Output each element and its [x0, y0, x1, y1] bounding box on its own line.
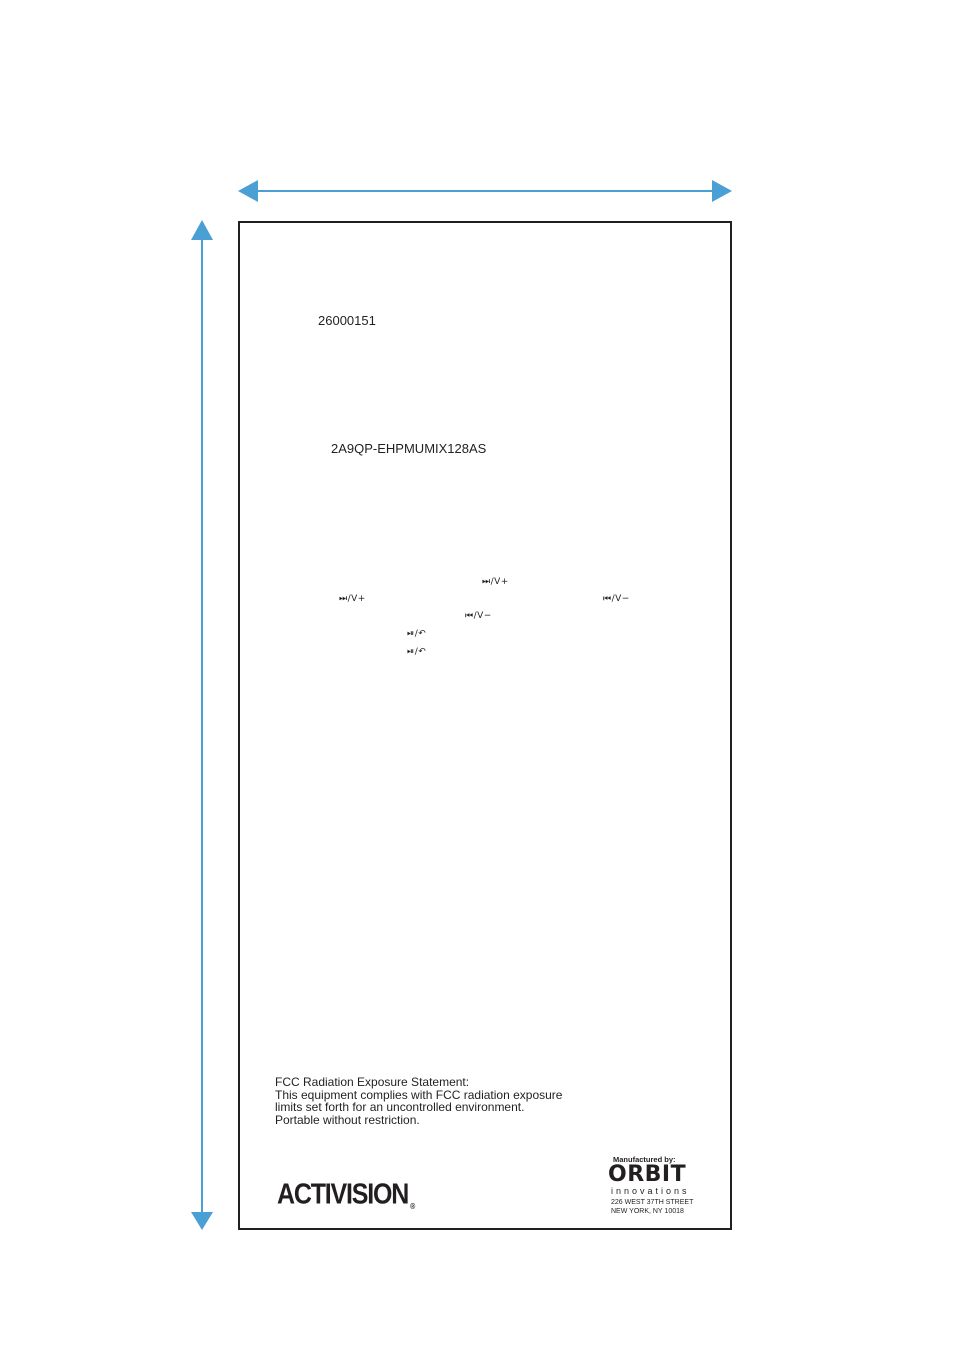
fcc-statement-line: This equipment complies with FCC radiation exposure — [275, 1087, 563, 1102]
activision-logo: ACTIVISION ® — [277, 1178, 416, 1212]
fcc-statement-line: limits set forth for an uncontrolled environment. — [275, 1100, 525, 1114]
model-number: 26000151 — [318, 313, 376, 328]
manufacturer-block — [608, 1155, 723, 1216]
next-volume-up-glyph: ⏭/V+ — [482, 577, 509, 587]
orbit-logo-subtitle: innovations — [611, 1186, 690, 1196]
prev-volume-down-glyph: ⏮/V− — [465, 611, 492, 621]
registered-mark-icon: ® — [410, 1203, 416, 1212]
fcc-statement-title: FCC Radiation Exposure Statement: — [275, 1075, 470, 1089]
product-label-panel — [238, 221, 732, 1230]
prev-volume-down-glyph: ⏮/V− — [603, 594, 630, 604]
manufacturer-address-line: NEW YORK, NY 10018 — [611, 1208, 684, 1215]
width-dimension-arrow — [238, 178, 732, 204]
manufactured-by-heading: Manufactured by: — [613, 1155, 676, 1164]
height-dimension-arrow — [188, 220, 216, 1232]
fcc-id: 2A9QP-EHPMUMIX128AS — [331, 441, 487, 456]
manufacturer-address-line: 226 WEST 37TH STREET — [611, 1199, 694, 1206]
fcc-radiation-statement — [275, 1076, 562, 1126]
play-pause-call-glyph: ⏯/↶ — [407, 647, 427, 657]
play-pause-call-glyph: ⏯/↶ — [407, 629, 427, 639]
orbit-logo: ORBIT — [608, 1162, 687, 1187]
fcc-statement-line: Portable without restriction. — [275, 1112, 420, 1127]
next-volume-up-glyph: ⏭/V+ — [339, 594, 366, 604]
